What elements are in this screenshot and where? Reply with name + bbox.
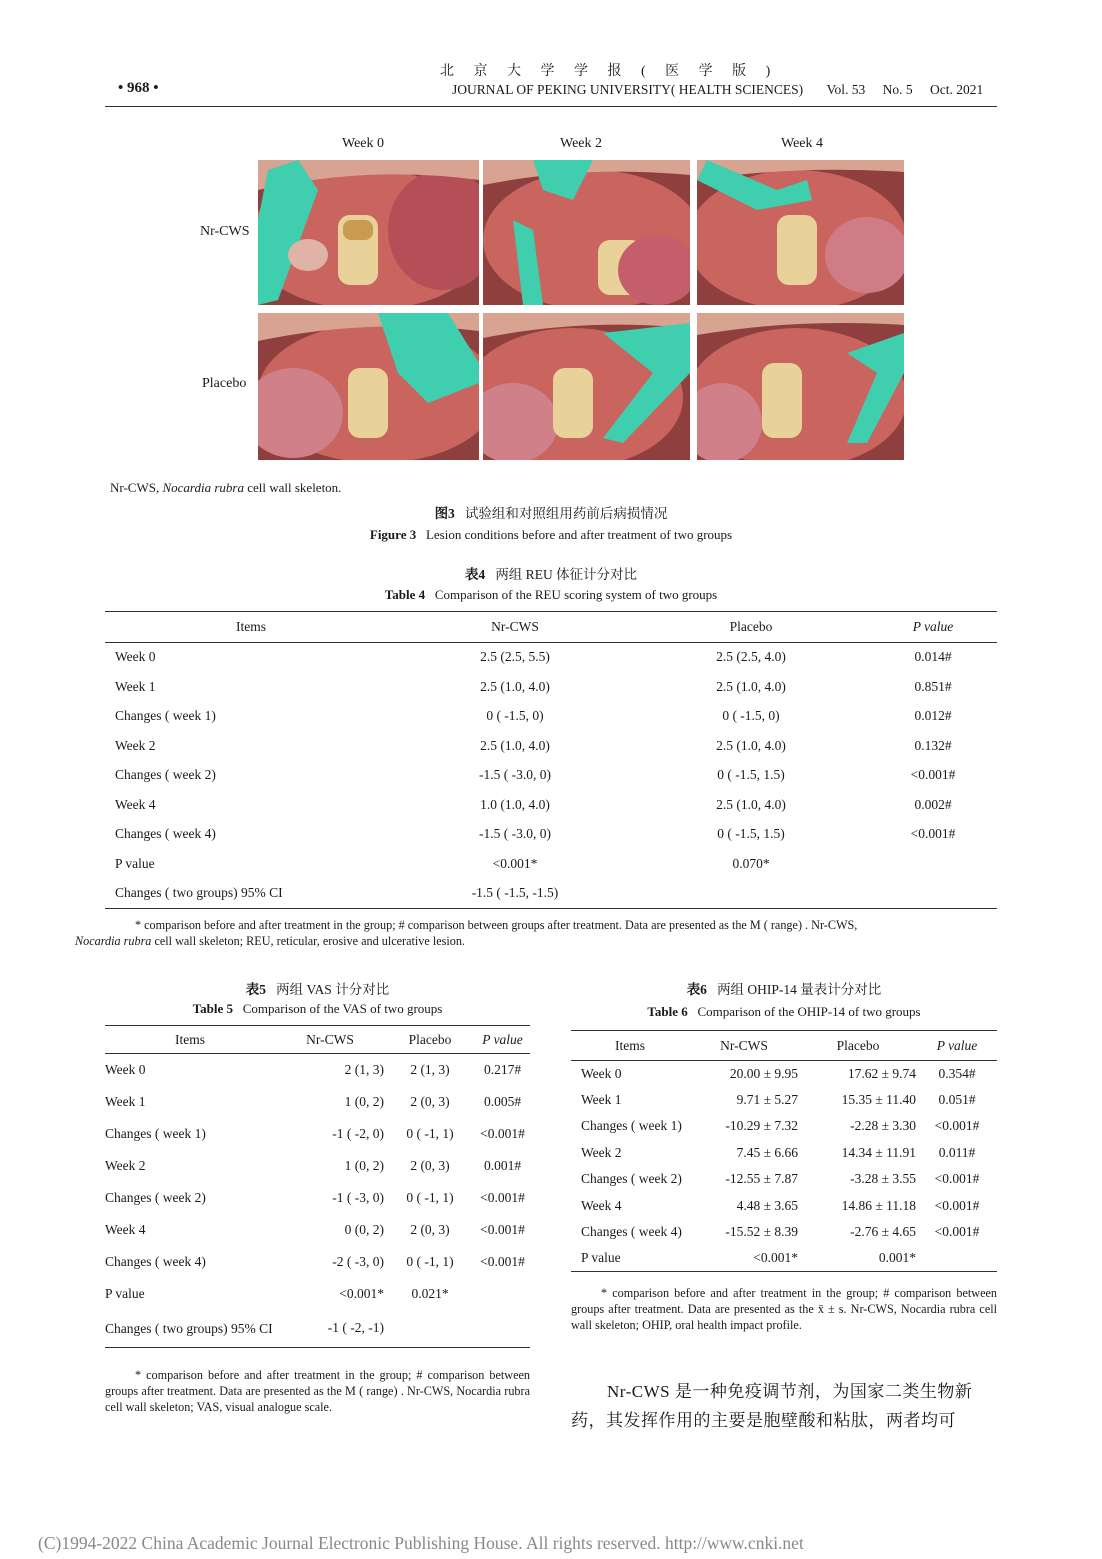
header-items: Items	[105, 1026, 275, 1054]
table-cell: -10.29 ± 7.32	[725, 1118, 798, 1134]
table-cell: 17.62 ± 9.74	[847, 1065, 916, 1081]
table-cell: 0 ( -1.5, 1.5)	[717, 767, 785, 783]
table-cell: 2 (0, 3)	[410, 1093, 450, 1109]
table-cell: 20.00 ± 9.95	[729, 1065, 798, 1081]
table-cell	[917, 1245, 997, 1271]
table5-caption-en: Table 5 Comparison of the VAS of two groups	[192, 1001, 443, 1016]
table-row	[105, 820, 997, 850]
table-cell: Week 2	[581, 1144, 622, 1160]
table-cell: Changes ( two groups) 95% CI	[115, 885, 283, 901]
table-row	[571, 1192, 997, 1218]
table-cell: Week 1	[581, 1092, 622, 1108]
table-cell: -2 ( -3, 0)	[332, 1253, 384, 1269]
table-cell: <0.001#	[480, 1253, 525, 1269]
table-cell: Week 2	[115, 737, 156, 753]
table-row	[571, 1166, 997, 1192]
header-placebo: Placebo	[633, 612, 869, 643]
table-cell: 0.005#	[483, 1093, 522, 1109]
table-row	[105, 1246, 530, 1278]
table-cell: Changes ( week 1)	[581, 1118, 682, 1134]
table-cell: P value	[105, 1286, 145, 1301]
table-row	[571, 1087, 997, 1113]
table-4	[105, 611, 997, 909]
table-cell: 2.5 (2.5, 4.0)	[716, 649, 786, 665]
table-row	[105, 790, 997, 820]
table-cell: 14.86 ± 11.18	[841, 1197, 916, 1213]
table-header-row	[105, 612, 997, 643]
table-row	[105, 1182, 530, 1214]
photo-nr-cws-week4	[697, 160, 904, 305]
table-6	[571, 1030, 997, 1272]
table-cell: 9.71 ± 5.27	[736, 1092, 798, 1108]
table-header-row	[571, 1031, 997, 1061]
header-nr-cws: Nr-CWS	[275, 1026, 385, 1054]
table-cell: 0.354#	[938, 1065, 976, 1081]
table-cell: Week 0	[581, 1065, 622, 1081]
table-cell: 0.132#	[914, 737, 952, 753]
table-row	[105, 849, 997, 879]
journal-issue: No. 5	[882, 82, 913, 97]
table-cell: 2.5 (1.0, 4.0)	[716, 796, 786, 812]
table-cell: 0.217#	[483, 1061, 522, 1077]
table4-note: * comparison before and after treatment in the group; # comparison between groups after treatment. Data are presented as the M ( range) . Nr-CWS, Nocardia rubra cell wall skeleton; REU, reticular, erosive and ulcerative lesion.	[75, 918, 858, 948]
figure-3	[197, 136, 905, 460]
table6-caption-en: Table 6 Comparison of the OHIP-14 of two groups	[647, 1004, 921, 1019]
table-cell: <0.001#	[480, 1189, 525, 1205]
table-cell: Week 1	[115, 678, 156, 694]
table-cell: 0.021*	[411, 1285, 449, 1301]
table-cell: <0.001#	[934, 1171, 980, 1187]
table-cell: Changes ( week 4)	[115, 826, 216, 842]
table-cell: 0 ( -1, 1)	[406, 1125, 454, 1141]
table-cell: 0 (0, 2)	[344, 1221, 384, 1237]
header-nr-cws: Nr-CWS	[397, 612, 633, 643]
table-row	[105, 1214, 530, 1246]
table-cell: 7.45 ± 6.66	[736, 1144, 798, 1160]
photo-nr-cws-week0	[258, 160, 479, 305]
table-cell: Changes ( week 4)	[581, 1224, 682, 1240]
table-row	[105, 1086, 530, 1118]
table-cell: Changes ( week 1)	[115, 708, 216, 724]
journal-volume: Vol. 53	[826, 82, 866, 97]
page-number: • 968 •	[118, 80, 159, 96]
header-p-value: P value	[917, 1031, 997, 1061]
table-row	[571, 1219, 997, 1245]
table4-caption-cn: 表4 两组 REU 体征计分对比	[464, 567, 638, 582]
table-row	[105, 1054, 530, 1086]
table-cell: 2.5 (2.5, 5.5)	[480, 649, 550, 665]
table-cell: 0 ( -1, 1)	[406, 1189, 454, 1205]
table-cell: Changes ( week 1)	[105, 1126, 206, 1141]
journal-date: Oct. 2021	[930, 82, 984, 97]
table-cell: P value	[581, 1250, 621, 1266]
table-cell	[385, 1310, 475, 1348]
table-cell	[633, 879, 869, 909]
row-label-nr-cws: Nr-CWS	[200, 224, 250, 239]
table-cell: 0 ( -1.5, 0)	[486, 708, 544, 724]
header-placebo: Placebo	[799, 1031, 917, 1061]
table6-caption-cn: 表6 两组 OHIP-14 量表计分对比	[686, 982, 882, 997]
photo-nr-cws-week2	[483, 160, 690, 305]
table-cell: <0.001*	[492, 855, 538, 871]
photo-placebo-week0	[258, 313, 479, 460]
table-row	[571, 1113, 997, 1139]
table4-caption-en: Table 4 Comparison of the REU scoring system of two groups	[384, 587, 718, 602]
table-row	[571, 1245, 997, 1271]
table-row	[105, 1278, 530, 1310]
journal-title-cn: 北 京 大 学 学 报 ( 医 学 版 )	[440, 64, 779, 79]
journal-name-en: JOURNAL OF PEKING UNIVERSITY( HEALTH SCIENCES)	[452, 82, 804, 97]
table-cell	[475, 1278, 530, 1310]
column-label-week4: Week 4	[781, 136, 824, 151]
table-cell: <0.001#	[910, 767, 956, 783]
row-label-placebo: Placebo	[202, 376, 247, 391]
table-cell: Changes ( week 2)	[581, 1171, 682, 1187]
table-cell: 0.001#	[483, 1157, 522, 1173]
table-cell: -2.28 ± 3.30	[850, 1118, 916, 1134]
table-cell: Week 4	[115, 796, 156, 812]
table-cell: 2.5 (1.0, 4.0)	[716, 678, 786, 694]
table5-note: * comparison before and after treatment in the group; # comparison between groups after treatment. Data are presented as the M ( range) . Nr-CWS, Nocardia rubra cell wall skeleton; VAS, visual analogue scale.	[105, 1368, 530, 1414]
table-row	[571, 1061, 997, 1087]
table-cell: 0.002#	[914, 796, 952, 812]
table-cell: 0 ( -1.5, 0)	[722, 708, 780, 724]
table-cell: 2.5 (1.0, 4.0)	[480, 678, 550, 694]
column-label-week0: Week 0	[342, 136, 385, 151]
table-row	[105, 761, 997, 791]
header-p-value: P value	[475, 1026, 530, 1054]
table-row	[105, 702, 997, 732]
table-row	[105, 879, 997, 909]
table-cell: -1.5 ( -1.5, -1.5)	[471, 885, 559, 901]
table-cell: 1 (0, 2)	[344, 1157, 384, 1173]
table-cell: -2.76 ± 4.65	[850, 1224, 916, 1240]
table-row	[105, 731, 997, 761]
table-row	[105, 1150, 530, 1182]
table-cell: 0.011#	[938, 1144, 976, 1160]
table-cell: Week 4	[581, 1197, 622, 1213]
table-cell: -1 ( -2, -1)	[327, 1320, 384, 1336]
table-cell: 0.014#	[914, 649, 952, 665]
header-nr-cws: Nr-CWS	[689, 1031, 799, 1061]
header-items: Items	[105, 612, 397, 643]
table-cell: Week 0	[115, 649, 156, 665]
table-cell: 0.012#	[914, 708, 952, 724]
table-cell: -1 ( -3, 0)	[332, 1189, 384, 1205]
table-cell: 0.851#	[914, 678, 952, 694]
table-cell: Week 1	[105, 1094, 146, 1109]
table-cell: 14.34 ± 11.91	[841, 1144, 916, 1160]
table-cell: Changes ( two groups) 95% CI	[105, 1320, 273, 1336]
table-cell: -1 ( -2, 0)	[332, 1125, 384, 1141]
table-cell: -12.55 ± 7.87	[725, 1171, 798, 1187]
table-cell: Week 2	[105, 1158, 146, 1173]
table-header-row	[105, 1026, 530, 1054]
table-cell: 2 (1, 3)	[410, 1061, 450, 1077]
table-cell: 0 ( -1.5, 1.5)	[717, 826, 785, 842]
table-cell: 0.070*	[732, 855, 770, 871]
photo-placebo-week2	[483, 313, 690, 460]
table-cell: 15.35 ± 11.40	[841, 1092, 916, 1108]
header-placebo: Placebo	[385, 1026, 475, 1054]
table-row	[105, 672, 997, 702]
table-cell: <0.001#	[934, 1224, 980, 1240]
header-items: Items	[571, 1031, 689, 1061]
table-row	[105, 642, 997, 672]
table-cell: <0.001#	[934, 1118, 980, 1134]
figure-caption-en: Figure 3 Lesion conditions before and after treatment of two groups	[369, 527, 733, 542]
table-cell: 1.0 (1.0, 4.0)	[480, 796, 550, 812]
header-p-value: P value	[869, 612, 997, 643]
header-rule	[105, 106, 997, 107]
table-cell	[475, 1310, 530, 1348]
table-cell: <0.001#	[480, 1221, 525, 1237]
photo-placebo-week4	[697, 313, 904, 460]
table-cell: -15.52 ± 8.39	[725, 1224, 798, 1240]
table6-note: * comparison before and after treatment in the group; # comparison between groups after treatment. Data are presented as the x̄ ± s. Nr-CWS, Nocardia rubra cell wall skeleton; OHIP, oral health impact profile.	[571, 1286, 997, 1332]
figure-caption-cn: 图3 试验组和对照组用药前后病损情况	[434, 506, 668, 521]
table-cell: -3.28 ± 3.55	[850, 1171, 916, 1187]
table-cell: 2.5 (1.0, 4.0)	[480, 737, 550, 753]
table-cell: 2 (0, 3)	[410, 1157, 450, 1173]
table-cell: <0.001#	[480, 1125, 525, 1141]
table-cell: Changes ( week 2)	[105, 1190, 206, 1205]
table-cell: 0.001*	[878, 1250, 916, 1266]
table-cell	[869, 879, 997, 909]
table-cell: Changes ( week 2)	[115, 767, 216, 783]
table-cell: -1.5 ( -3.0, 0)	[479, 767, 551, 783]
table-cell: Week 0	[105, 1062, 146, 1078]
table-cell: 4.48 ± 3.65	[736, 1197, 798, 1213]
table-cell: P value	[115, 855, 155, 871]
table-cell: <0.001*	[339, 1285, 384, 1301]
column-label-week2: Week 2	[560, 136, 603, 151]
body-paragraph: Nr-CWS 是一种免疫调节剂，为国家二类生物新药，其发挥作用的主要是胞壁酸和粘肽，两者均可	[571, 1382, 973, 1430]
table-cell: 0 ( -1, 1)	[406, 1253, 454, 1269]
table-cell: 2 (1, 3)	[344, 1061, 384, 1077]
table-cell: 0.051#	[938, 1092, 976, 1108]
table-row	[571, 1140, 997, 1166]
table-row	[105, 1118, 530, 1150]
table-cell: <0.001#	[934, 1197, 980, 1213]
table-row	[105, 1310, 530, 1348]
copyright-footer: (C)1994-2022 China Academic Journal Electronic Publishing House. All rights reserved. http://www.cnki.net	[38, 1533, 804, 1553]
table-cell: 1 (0, 2)	[344, 1093, 384, 1109]
table-cell: <0.001*	[753, 1250, 798, 1266]
table-cell: Changes ( week 4)	[105, 1254, 206, 1269]
table5-caption-cn: 表5 两组 VAS 计分对比	[245, 982, 390, 997]
journal-title-en	[452, 82, 983, 98]
figure-note: Nr-CWS, Nocardia rubra cell wall skeleton.	[110, 480, 342, 495]
table-cell: <0.001#	[910, 826, 956, 842]
table-cell: Week 4	[105, 1222, 146, 1237]
table-cell	[869, 849, 997, 879]
table-5	[105, 1025, 530, 1348]
table-cell: 2 (0, 3)	[410, 1221, 450, 1237]
table-cell: 2.5 (1.0, 4.0)	[716, 737, 786, 753]
table-cell: -1.5 ( -3.0, 0)	[479, 826, 551, 842]
